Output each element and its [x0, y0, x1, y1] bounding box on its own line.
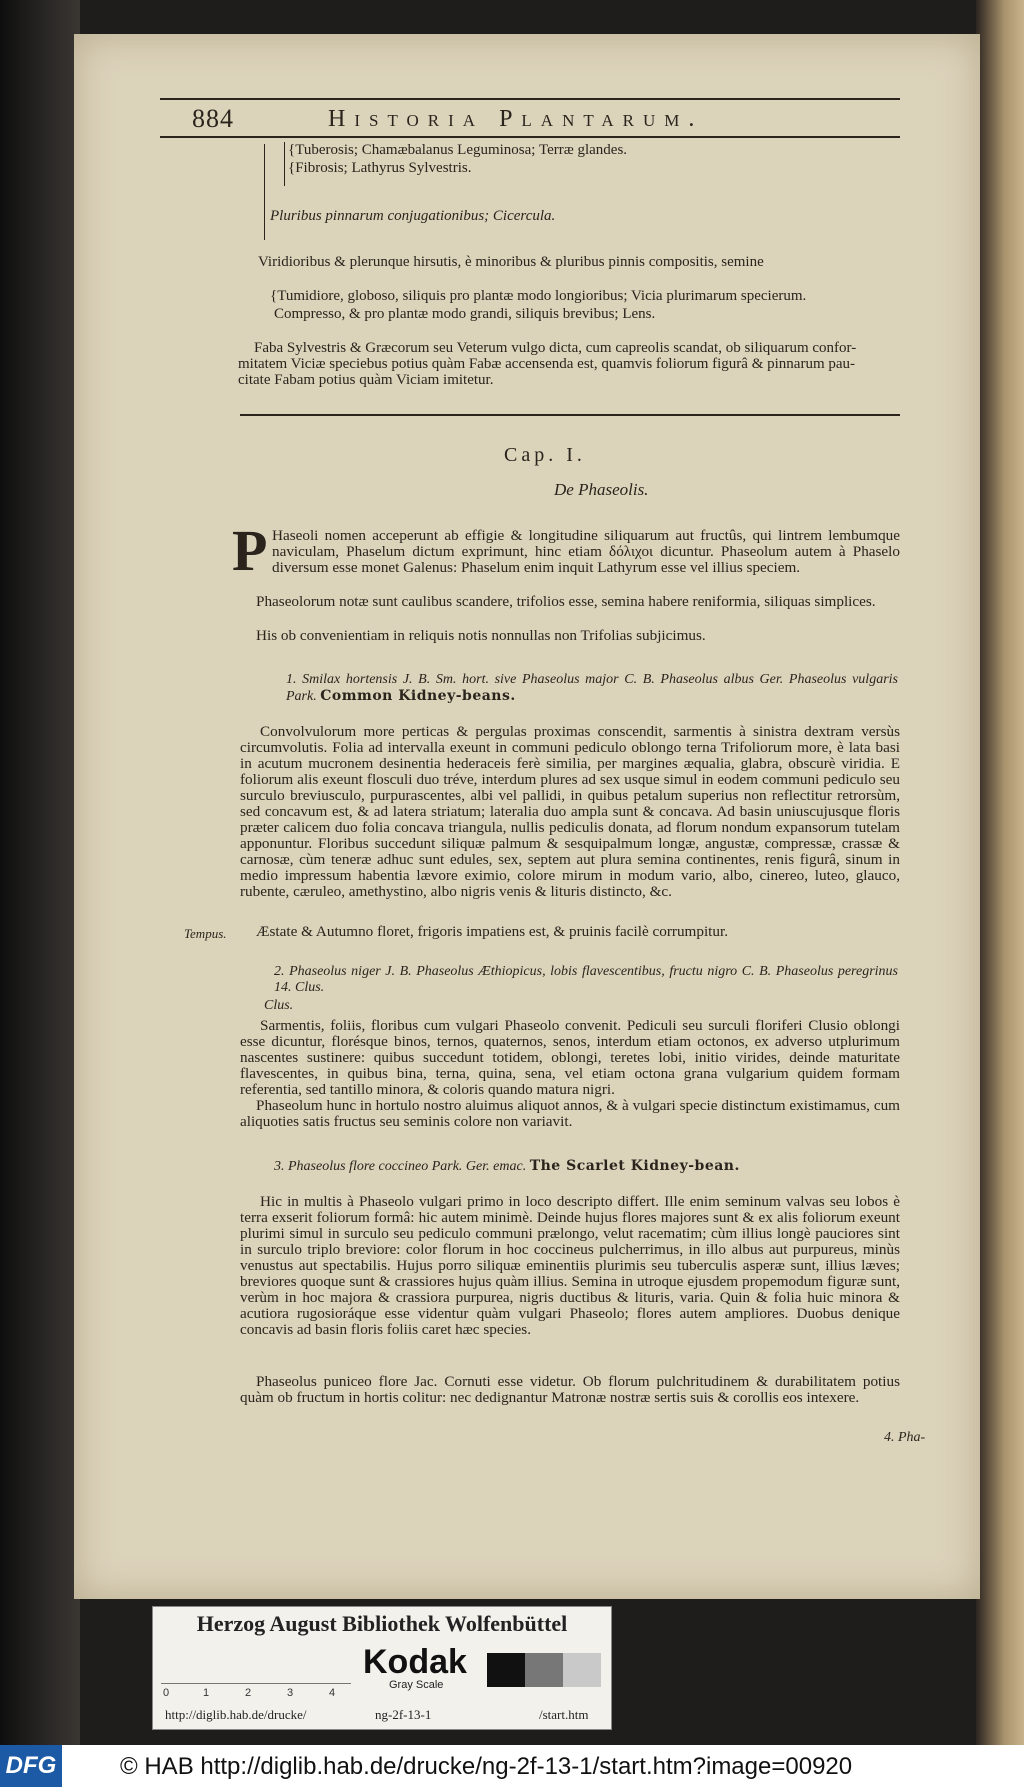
header-bottom-rule	[160, 136, 900, 138]
label-url-left: http://diglib.hab.de/drucke/	[165, 1707, 307, 1722]
species-2-description: Sarmentis, foliis, floribus cum vulgari Phaseolo convenit. Pediculi seu surculi floriferi Clusio oblongi esse dicuntur, florésque binos, ternos, quaternos, senos, interdum etiam octonos, ex adverso utplurimum nascentes sustinere: quibus succedunt totidem, oblongi, teretes lobi, initio virides, deinde maturitate flavescentes, in quibus bina, terna, quina, sena, vel etiam octona grana vulgarium quidem formam referentia, sed tantillo minora, & coloris quando matura nigri.	[240, 1017, 900, 1098]
species-1-tempus: Æstate & Autumno floret, frigoris impatiens est, & pruinis facilè corrumpitur.	[256, 923, 728, 940]
species-3-heading	[274, 1158, 898, 1175]
table-line-2: {Fibrosis; Lathyrus Sylvestris.	[288, 160, 472, 176]
intro-paragraph-3: His ob convenientiam in reliquis notis nonnullas non Trifolias subjicimus.	[256, 627, 706, 644]
intro-paragraph-2: Phaseolorum notæ sunt caulibus scandere, trifolios esse, semina habere reniformia, siliquas simplices.	[256, 593, 876, 610]
running-title: Historia Plantarum.	[328, 106, 704, 132]
margin-note-tempus: Tempus.	[184, 926, 227, 941]
intro-paragraph-1: Haseoli nomen acceperunt ab effigie & longitudine siliquarum aut fructûs, qui lintrem lembumque naviculam, Phaselum dictum exprimunt, hinc etiam δόλιχοι dicuntur. Phaseolum autem à Phaselo diversum esse monet Galenus: Phaselum enim inquit Lathyrum esse vel illius speciem.	[272, 527, 900, 576]
scale-number: 4	[329, 1687, 336, 1699]
faba-line-3: citate Fabam potius quàm Viciam imitetur.	[238, 372, 494, 388]
chapter-number: Cap. I.	[504, 444, 586, 466]
species-3-description: Hic in multis à Phaseolo vulgari primo in loco descripto differt. Ille enim seminum valvas seu lobos è terra exserit foliorum formâ: hic autem minimè. Deinde hujus flores majores sunt & ex alis foliorum exeunt plurimi simul in surculo seu pediculo communi prælongo, velut racematim; cùm illius longè pauciores sint in surculo triplo breviore: color florum in hoc coccineus pulcherrimus, in illo albus aut purpureus, minùs venustus aut spectabilis. Hujus porro siliquæ eminentiis plurimis seu tuberculis asperæ sunt, illius læves; breviores quoque sunt & crassiores hujus quàm illius. Semina in utroque ejusdem propemodum figuræ sunt, verùm in hoc majora & crassiora purpurea, nigris ductibus & lituris, varia. Quin & folia huic minora & acutiora rugosioráque esse videntur quàm vulgari Phaseolo; flores autem ampliores. Duobus denique concavis ad basin floris foliis caret hæc species.	[240, 1193, 900, 1338]
species-3-names: 3. Phaseolus flore coccineo Park. Ger. emac.	[274, 1159, 527, 1174]
dfg-logo: DFG	[0, 1745, 62, 1787]
species-2-heading: 2. Phaseolus niger J. B. Phaseolus Æthiopicus, lobis flavescentibus, fructu nigro C. B. Phaseolus peregrinus 14. Clus.	[274, 964, 898, 995]
page-number: 884	[192, 104, 234, 133]
scan-right-edge	[976, 0, 1024, 1745]
footer-copyright-link[interactable]: © HAB http://diglib.hab.de/drucke/ng-2f-13-1/start.htm?image=00920	[120, 1753, 853, 1780]
species-3-note: Phaseolus puniceo flore Jac. Cornuti esse videtur. Ob florum pulchritudinem & durabilitatem potius quàm ob fructum in hortis colitur: nec dedignantur Matronæ nostræ sertis suis & corollis eos intexere.	[240, 1373, 900, 1406]
scan-left-edge	[0, 0, 80, 1745]
faba-line-2: mitatem Viciæ speciebus potius quàm Fabæ accensenda est, quamvis foliorum figurâ & pinnarum pau-	[238, 356, 856, 372]
species-1-description: Convolvulorum more perticas & pergulas proximas conscendit, sarmentis à sinistra dextram versùs circumvolutis. Folia ad intervalla exeunt in communi pediculo oblongo terna Trifoliorum more, è lata basi in acutum mucronem desinentia hederaceis ferè similia, per margines æqualia, glabra, obscurè viridia. E foliorum alis exeunt flosculi duo tréve, interdum plures ad sex usque simul in eodem communi pediculo seu surculo breviusculo, purpurascentes, albi vel pallidi, in quibus petalum superius non reflectitur retrorsùm, sed concavum est, & ad latera striatum; lateralia duo ampla sunt & concava. Ad basin uniuscujusque floris præter calicem duo folia concava triangula, nullis pediculis donata, ad florum nondum expansorum tutelam apponuntur. Floribus succedunt siliquæ palmum & sesquipalmum longæ, angustæ, compressæ, crassæ & carnosæ, cùm teneræ adhuc sunt edules, sex, septem aut plura semina continentes, renis figurâ, sinum in medio impressum habentia lævore eximio, colore mirum in modum vario, albo, cinereo, luteo, glauco, rubente, cæruleo, amethystino, albo nigris venis & lituris distincto, &c.	[240, 723, 900, 900]
chapter-rule	[240, 414, 900, 416]
scale-number: 0	[163, 1687, 170, 1699]
gray-scale-label: Gray Scale	[389, 1679, 444, 1691]
chapter-title: De Phaseolis.	[554, 480, 649, 499]
faba-line-1: Faba Sylvestris & Græcorum seu Veterum vulgo dicta, cum capreolis scandat, ob siliquarum confor-	[254, 340, 857, 356]
library-label	[152, 1606, 612, 1730]
species-3-english-name: The Scarlet Kidney-bean.	[529, 1158, 740, 1174]
scale-ruler	[161, 1683, 351, 1684]
catchword: 4. Pha-	[884, 1430, 926, 1445]
label-url-right: /start.htm	[539, 1707, 589, 1722]
library-name: Herzog August Bibliothek Wolfenbüttel	[196, 1611, 568, 1636]
bracket-line	[264, 144, 265, 240]
footer-bar	[0, 1745, 1024, 1787]
scale-number: 1	[203, 1687, 210, 1699]
drop-capital: P	[232, 518, 268, 583]
table-line-3: Pluribus pinnarum conjugationibus; Cicercula.	[270, 208, 556, 224]
table-line-6: Compresso, & pro plantæ modo grandi, siliquis brevibus; Lens.	[274, 306, 656, 322]
species-1-english-name: Common Kidney-beans.	[320, 688, 516, 704]
book-page	[74, 34, 980, 1599]
bracket-line	[284, 142, 285, 186]
kodak-logo: Kodak	[363, 1643, 467, 1681]
gray-swatch-light	[563, 1653, 601, 1687]
species-2-sub: Clus.	[264, 998, 294, 1013]
label-url-mid: ng-2f-13-1	[375, 1707, 432, 1722]
species-1-names: 1. Smilax hortensis J. B. Sm. hort. sive Phaseolus major C. B. Phaseolus albus Ger. Phaseolus vulgaris Park.	[286, 672, 898, 704]
species-2-note: Phaseolum hunc in hortulo nostro aluimus aliquot annos, & à vulgari specie distinctum existimamus, cum aliquoties satis fructus seu seminis colore non variavit.	[240, 1097, 900, 1130]
gray-swatch-mid	[525, 1653, 563, 1687]
table-line-5: {Tumidiore, globoso, siliquis pro plantæ modo longioribus; Vicia plurimarum specierum.	[270, 288, 807, 304]
species-1-heading	[286, 672, 898, 705]
table-line-4: Viridioribus & plerunque hirsutis, è minoribus & pluribus pinnis compositis, semine	[258, 254, 764, 270]
header-top-rule	[160, 98, 900, 100]
scale-number: 3	[287, 1687, 294, 1699]
table-line-1: {Tuberosis; Chamæbalanus Leguminosa; Terræ glandes.	[288, 142, 628, 158]
gray-swatch-black	[487, 1653, 525, 1687]
scale-number: 2	[245, 1687, 252, 1699]
